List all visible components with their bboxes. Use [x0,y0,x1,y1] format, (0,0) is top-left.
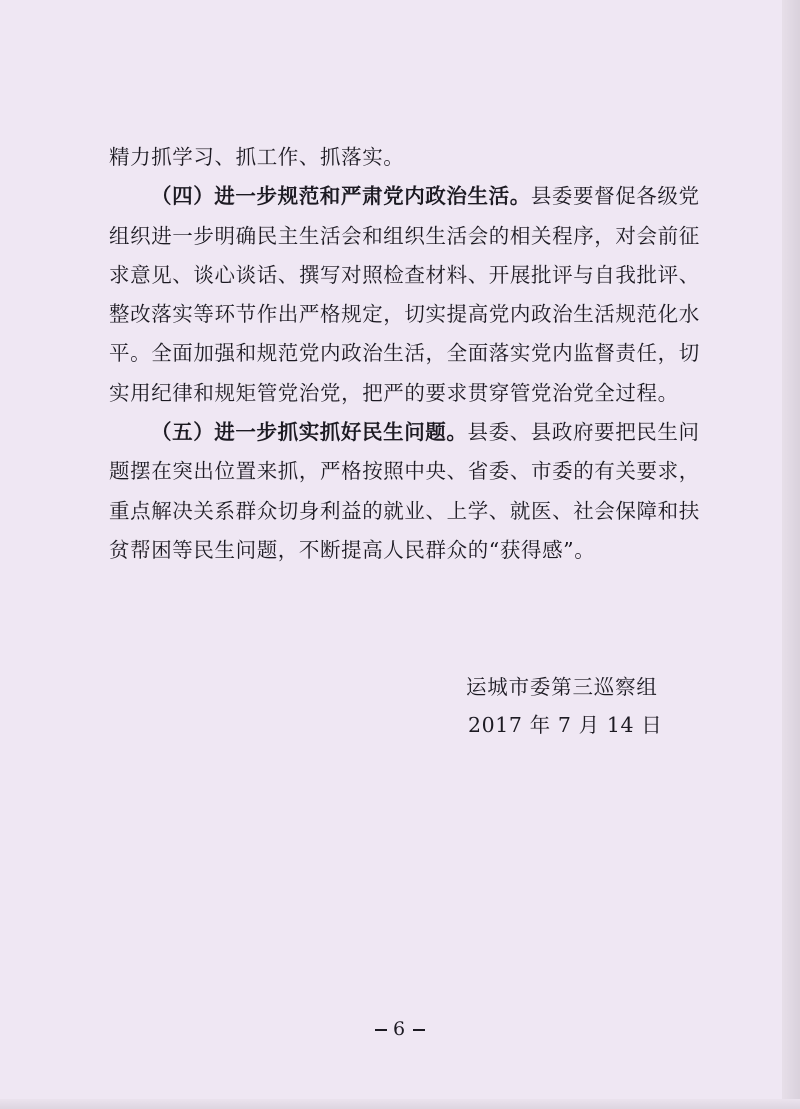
section-4-line-1 [109,177,699,216]
section-4-line-5: 平。全面加强和规范党内政治生活，全面落实党内监督责任，切 [109,341,700,366]
section-4-line-6: 实用纪律和规矩管党治党，把严的要求贯穿管党治党全过程。 [109,380,679,405]
section-5-heading: （五）进一步抓实抓好民生问题。 [151,420,468,445]
section-5-line-3: 重点解决关系群众切身利益的就业、上学、就医、社会保障和扶 [109,498,700,523]
issuing-organization: 运城市委第三巡察组 [466,675,658,699]
document-body [109,138,699,570]
issue-date: 2017 年 7 月 14 日 [468,713,663,737]
page-number [0,1014,800,1044]
section-4-line-4-start: 整改落实等环节作出严格规定， [109,302,405,327]
section-5-line-4: 贫帮困等民生问题，不断提高人民群众的“获得感”。 [109,537,596,562]
dash-right [413,1029,425,1031]
section-5-line-1 [109,413,699,452]
section-5-line-2: 题摆在突出位置来抓，严格按照中央、省委、市委的有关要求， [109,459,700,484]
section-4-heading: （四）进一步规范和严肃党内政治生活。 [151,184,531,209]
section-4-line-3: 求意见、谈心谈话、撰写对照检查材料、开展批评与自我批评、 [109,262,700,287]
section-5-text: 县委、县政府要把民生问 [467,420,700,445]
section-4-text: 县委要督促各级党 [530,184,700,209]
body-line: 精力抓学习、抓工作、抓落实。 [109,145,405,169]
scan-right-edge [782,0,800,1109]
section-4-line-2: 组织进一步明确民主生活会和组织生活会的相关程序，对会前征 [109,223,700,248]
section-4-line-4-end: 切实提高党内政治生活规范化水 [404,302,700,327]
section-4-line-4 [109,295,699,334]
page-number-value: 6 [392,1018,408,1040]
dash-left [375,1029,387,1031]
scan-bottom-edge [0,1099,800,1109]
